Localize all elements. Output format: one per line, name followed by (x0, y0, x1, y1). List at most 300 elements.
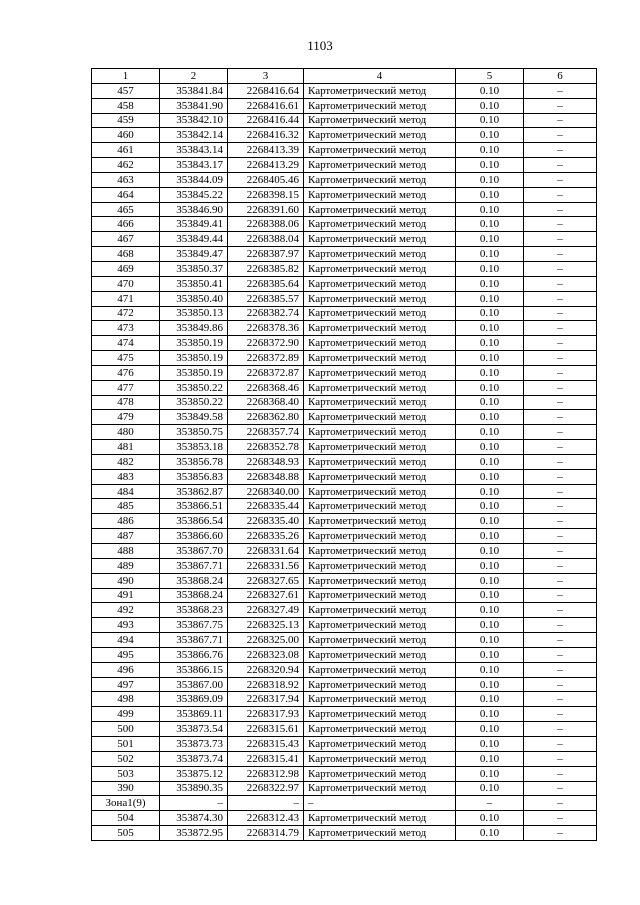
y-coordinate-cell: 2268357.74 (228, 425, 304, 440)
x-coordinate-cell: 353869.09 (160, 692, 228, 707)
table-row (92, 440, 597, 455)
x-coordinate-cell: 353856.83 (160, 469, 228, 484)
y-coordinate-cell: 2268317.94 (228, 692, 304, 707)
table-row (92, 202, 597, 217)
point-number-cell: 463 (92, 172, 160, 187)
table-row (92, 588, 597, 603)
accuracy-cell: 0.10 (456, 217, 524, 232)
x-coordinate-cell: 353850.13 (160, 306, 228, 321)
accuracy-cell: 0.10 (456, 633, 524, 648)
point-number-cell: 459 (92, 113, 160, 128)
method-cell: Картометрический метод (304, 351, 456, 366)
column-header-2: 2 (160, 69, 228, 84)
point-number-cell: 481 (92, 440, 160, 455)
y-coordinate-cell: 2268368.40 (228, 395, 304, 410)
method-cell: Картометрический метод (304, 707, 456, 722)
y-coordinate-cell: 2268327.61 (228, 588, 304, 603)
method-cell: Картометрический метод (304, 98, 456, 113)
y-coordinate-cell: 2268348.88 (228, 469, 304, 484)
method-cell: Картометрический метод (304, 83, 456, 98)
method-cell: Картометрический метод (304, 514, 456, 529)
table-row (92, 499, 597, 514)
method-cell: Картометрический метод (304, 143, 456, 158)
table-row (92, 722, 597, 737)
table-row (92, 291, 597, 306)
x-coordinate-cell: 353841.84 (160, 83, 228, 98)
x-coordinate-cell: 353850.19 (160, 365, 228, 380)
x-coordinate-cell: 353875.12 (160, 766, 228, 781)
note-cell: – (524, 454, 597, 469)
method-cell: Картометрический метод (304, 544, 456, 559)
x-coordinate-cell: 353849.58 (160, 410, 228, 425)
point-number-cell: 491 (92, 588, 160, 603)
y-coordinate-cell: 2268362.80 (228, 410, 304, 425)
accuracy-cell: 0.10 (456, 351, 524, 366)
method-cell: Картометрический метод (304, 558, 456, 573)
note-cell: – (524, 410, 597, 425)
accuracy-cell: 0.10 (456, 454, 524, 469)
y-coordinate-cell: 2268335.26 (228, 529, 304, 544)
table-row (92, 677, 597, 692)
point-number-cell: 496 (92, 662, 160, 677)
y-coordinate-cell: 2268317.93 (228, 707, 304, 722)
x-coordinate-cell: 353872.95 (160, 826, 228, 841)
x-coordinate-cell: 353873.74 (160, 751, 228, 766)
y-coordinate-cell: 2268315.41 (228, 751, 304, 766)
method-cell: Картометрический метод (304, 172, 456, 187)
table-row (92, 351, 597, 366)
column-header-6: 6 (524, 69, 597, 84)
table-row (92, 662, 597, 677)
x-coordinate-cell: 353866.15 (160, 662, 228, 677)
note-cell: – (524, 781, 597, 796)
accuracy-cell: 0.10 (456, 336, 524, 351)
accuracy-cell: 0.10 (456, 707, 524, 722)
method-cell: Картометрический метод (304, 499, 456, 514)
column-header-1: 1 (92, 69, 160, 84)
note-cell: – (524, 217, 597, 232)
table-row (92, 217, 597, 232)
point-number-cell: 501 (92, 736, 160, 751)
note-cell: – (524, 544, 597, 559)
table-body (92, 83, 597, 840)
method-cell: Картометрический метод (304, 217, 456, 232)
table-row (92, 811, 597, 826)
table-row (92, 365, 597, 380)
method-cell: Картометрический метод (304, 603, 456, 618)
y-coordinate-cell: 2268388.04 (228, 232, 304, 247)
point-number-cell: 466 (92, 217, 160, 232)
table-row (92, 544, 597, 559)
accuracy-cell: 0.10 (456, 826, 524, 841)
x-coordinate-cell: 353842.14 (160, 128, 228, 143)
accuracy-cell: 0.10 (456, 573, 524, 588)
x-coordinate-cell: 353867.75 (160, 618, 228, 633)
accuracy-cell: 0.10 (456, 247, 524, 262)
column-header-5: 5 (456, 69, 524, 84)
table-row (92, 826, 597, 841)
accuracy-cell: 0.10 (456, 425, 524, 440)
method-cell: Картометрический метод (304, 469, 456, 484)
x-coordinate-cell: 353866.60 (160, 529, 228, 544)
x-coordinate-cell: 353850.40 (160, 291, 228, 306)
accuracy-cell: 0.10 (456, 588, 524, 603)
method-cell: Картометрический метод (304, 781, 456, 796)
accuracy-cell: 0.10 (456, 187, 524, 202)
x-coordinate-cell: 353844.09 (160, 172, 228, 187)
accuracy-cell: 0.10 (456, 276, 524, 291)
accuracy-cell: 0.10 (456, 811, 524, 826)
note-cell: – (524, 751, 597, 766)
point-number-cell: 461 (92, 143, 160, 158)
method-cell: Картометрический метод (304, 425, 456, 440)
point-number-cell: 390 (92, 781, 160, 796)
accuracy-cell: 0.10 (456, 440, 524, 455)
point-number-cell: 494 (92, 633, 160, 648)
table-row (92, 454, 597, 469)
point-number-cell: 505 (92, 826, 160, 841)
note-cell: – (524, 247, 597, 262)
method-cell: Картометрический метод (304, 647, 456, 662)
note-cell: – (524, 722, 597, 737)
accuracy-cell: 0.10 (456, 113, 524, 128)
note-cell: – (524, 291, 597, 306)
note-cell: – (524, 707, 597, 722)
y-coordinate-cell: 2268323.08 (228, 647, 304, 662)
point-number-cell: 500 (92, 722, 160, 737)
note-cell: – (524, 365, 597, 380)
point-number-cell: 490 (92, 573, 160, 588)
accuracy-cell: 0.10 (456, 321, 524, 336)
point-number-cell: 473 (92, 321, 160, 336)
table-row (92, 766, 597, 781)
method-cell: Картометрический метод (304, 618, 456, 633)
note-cell: – (524, 618, 597, 633)
y-coordinate-cell: 2268325.13 (228, 618, 304, 633)
note-cell: – (524, 811, 597, 826)
point-number-cell: 498 (92, 692, 160, 707)
y-coordinate-cell: 2268388.06 (228, 217, 304, 232)
accuracy-cell: 0.10 (456, 558, 524, 573)
y-coordinate-cell: 2268331.64 (228, 544, 304, 559)
x-coordinate-cell: – (160, 796, 228, 811)
point-number-cell: 504 (92, 811, 160, 826)
point-number-cell: 462 (92, 158, 160, 173)
note-cell: – (524, 662, 597, 677)
method-cell: Картометрический метод (304, 336, 456, 351)
accuracy-cell: 0.10 (456, 647, 524, 662)
table-row (92, 247, 597, 262)
method-cell: Картометрический метод (304, 113, 456, 128)
method-cell: Картометрический метод (304, 811, 456, 826)
point-number-cell: 497 (92, 677, 160, 692)
note-cell: – (524, 232, 597, 247)
note-cell: – (524, 425, 597, 440)
x-coordinate-cell: 353862.87 (160, 484, 228, 499)
y-coordinate-cell: 2268340.00 (228, 484, 304, 499)
note-cell: – (524, 128, 597, 143)
method-cell: Картометрический метод (304, 202, 456, 217)
point-number-cell: 465 (92, 202, 160, 217)
note-cell: – (524, 529, 597, 544)
y-coordinate-cell: 2268320.94 (228, 662, 304, 677)
y-coordinate-cell: 2268398.15 (228, 187, 304, 202)
point-number-cell: 503 (92, 766, 160, 781)
point-number-cell: 472 (92, 306, 160, 321)
y-coordinate-cell: 2268416.61 (228, 98, 304, 113)
x-coordinate-cell: 353846.90 (160, 202, 228, 217)
point-number-cell: 495 (92, 647, 160, 662)
accuracy-cell: 0.10 (456, 677, 524, 692)
accuracy-cell: 0.10 (456, 128, 524, 143)
y-coordinate-cell: 2268413.39 (228, 143, 304, 158)
method-cell: Картометрический метод (304, 751, 456, 766)
y-coordinate-cell: 2268335.40 (228, 514, 304, 529)
point-number-cell: Зона1(9) (92, 796, 160, 811)
point-number-cell: 480 (92, 425, 160, 440)
method-cell: Картометрический метод (304, 261, 456, 276)
note-cell: – (524, 172, 597, 187)
table-row (92, 425, 597, 440)
note-cell: – (524, 469, 597, 484)
point-number-cell: 487 (92, 529, 160, 544)
note-cell: – (524, 187, 597, 202)
y-coordinate-cell: 2268372.87 (228, 365, 304, 380)
note-cell: – (524, 336, 597, 351)
point-number-cell: 474 (92, 336, 160, 351)
table-row (92, 707, 597, 722)
table-row (92, 113, 597, 128)
point-number-cell: 467 (92, 232, 160, 247)
y-coordinate-cell: 2268331.56 (228, 558, 304, 573)
x-coordinate-cell: 353866.51 (160, 499, 228, 514)
y-coordinate-cell: – (228, 796, 304, 811)
method-cell: Картометрический метод (304, 677, 456, 692)
point-number-cell: 493 (92, 618, 160, 633)
accuracy-cell: 0.10 (456, 514, 524, 529)
x-coordinate-cell: 353850.37 (160, 261, 228, 276)
method-cell: Картометрический метод (304, 321, 456, 336)
x-coordinate-cell: 353868.24 (160, 588, 228, 603)
x-coordinate-cell: 353849.41 (160, 217, 228, 232)
table-row (92, 603, 597, 618)
x-coordinate-cell: 353845.22 (160, 187, 228, 202)
x-coordinate-cell: 353873.54 (160, 722, 228, 737)
table-row (92, 321, 597, 336)
x-coordinate-cell: 353850.19 (160, 336, 228, 351)
accuracy-cell: 0.10 (456, 499, 524, 514)
table-row (92, 781, 597, 796)
accuracy-cell: 0.10 (456, 736, 524, 751)
table-row (92, 633, 597, 648)
x-coordinate-cell: 353842.10 (160, 113, 228, 128)
y-coordinate-cell: 2268315.43 (228, 736, 304, 751)
x-coordinate-cell: 353850.41 (160, 276, 228, 291)
point-number-cell: 468 (92, 247, 160, 262)
accuracy-cell: 0.10 (456, 261, 524, 276)
note-cell: – (524, 692, 597, 707)
table-row (92, 558, 597, 573)
note-cell: – (524, 202, 597, 217)
x-coordinate-cell: 353867.71 (160, 558, 228, 573)
x-coordinate-cell: 353849.44 (160, 232, 228, 247)
x-coordinate-cell: 353869.11 (160, 707, 228, 722)
method-cell: Картометрический метод (304, 633, 456, 648)
note-cell: – (524, 261, 597, 276)
method-cell: Картометрический метод (304, 128, 456, 143)
x-coordinate-cell: 353849.47 (160, 247, 228, 262)
note-cell: – (524, 380, 597, 395)
y-coordinate-cell: 2268372.89 (228, 351, 304, 366)
table-header-row (92, 69, 597, 84)
method-cell: Картометрический метод (304, 276, 456, 291)
point-number-cell: 488 (92, 544, 160, 559)
note-cell: – (524, 588, 597, 603)
table-row (92, 573, 597, 588)
accuracy-cell: 0.10 (456, 410, 524, 425)
table-row (92, 336, 597, 351)
x-coordinate-cell: 353850.19 (160, 351, 228, 366)
x-coordinate-cell: 353868.23 (160, 603, 228, 618)
method-cell: Картометрический метод (304, 662, 456, 677)
y-coordinate-cell: 2268314.79 (228, 826, 304, 841)
y-coordinate-cell: 2268348.93 (228, 454, 304, 469)
table-row (92, 380, 597, 395)
table-row (92, 158, 597, 173)
x-coordinate-cell: 353868.24 (160, 573, 228, 588)
point-number-cell: 477 (92, 380, 160, 395)
table-row (92, 410, 597, 425)
y-coordinate-cell: 2268405.46 (228, 172, 304, 187)
note-cell: – (524, 158, 597, 173)
x-coordinate-cell: 353867.71 (160, 633, 228, 648)
table-row (92, 128, 597, 143)
point-number-cell: 478 (92, 395, 160, 410)
note-cell: – (524, 573, 597, 588)
note-cell: – (524, 143, 597, 158)
note-cell: – (524, 796, 597, 811)
y-coordinate-cell: 2268312.98 (228, 766, 304, 781)
table-row (92, 306, 597, 321)
point-number-cell: 469 (92, 261, 160, 276)
x-coordinate-cell: 353867.00 (160, 677, 228, 692)
accuracy-cell: 0.10 (456, 380, 524, 395)
table-row (92, 692, 597, 707)
point-number-cell: 502 (92, 751, 160, 766)
method-cell: Картометрический метод (304, 826, 456, 841)
y-coordinate-cell: 2268416.44 (228, 113, 304, 128)
note-cell: – (524, 321, 597, 336)
method-cell: Картометрический метод (304, 766, 456, 781)
accuracy-cell: 0.10 (456, 603, 524, 618)
page-number: 1103 (307, 38, 333, 53)
accuracy-cell: 0.10 (456, 232, 524, 247)
point-number-cell: 464 (92, 187, 160, 202)
table-row (92, 143, 597, 158)
method-cell: Картометрический метод (304, 232, 456, 247)
accuracy-cell: 0.10 (456, 306, 524, 321)
accuracy-cell: 0.10 (456, 692, 524, 707)
x-coordinate-cell: 353853.18 (160, 440, 228, 455)
x-coordinate-cell: 353866.54 (160, 514, 228, 529)
note-cell: – (524, 514, 597, 529)
accuracy-cell: 0.10 (456, 98, 524, 113)
point-number-cell: 471 (92, 291, 160, 306)
note-cell: – (524, 766, 597, 781)
method-cell: – (304, 796, 456, 811)
accuracy-cell: 0.10 (456, 202, 524, 217)
note-cell: – (524, 826, 597, 841)
table-row (92, 187, 597, 202)
point-number-cell: 457 (92, 83, 160, 98)
point-number-cell: 475 (92, 351, 160, 366)
note-cell: – (524, 98, 597, 113)
note-cell: – (524, 499, 597, 514)
accuracy-cell: 0.10 (456, 662, 524, 677)
y-coordinate-cell: 2268318.92 (228, 677, 304, 692)
method-cell: Картометрический метод (304, 573, 456, 588)
table-row (92, 261, 597, 276)
method-cell: Картометрический метод (304, 247, 456, 262)
y-coordinate-cell: 2268413.29 (228, 158, 304, 173)
accuracy-cell: 0.10 (456, 395, 524, 410)
accuracy-cell: 0.10 (456, 158, 524, 173)
table-row (92, 796, 597, 811)
y-coordinate-cell: 2268416.64 (228, 83, 304, 98)
accuracy-cell: 0.10 (456, 751, 524, 766)
x-coordinate-cell: 353843.17 (160, 158, 228, 173)
x-coordinate-cell: 353890.35 (160, 781, 228, 796)
column-header-3: 3 (228, 69, 304, 84)
note-cell: – (524, 276, 597, 291)
y-coordinate-cell: 2268368.46 (228, 380, 304, 395)
x-coordinate-cell: 353856.78 (160, 454, 228, 469)
method-cell: Картометрический метод (304, 380, 456, 395)
method-cell: Картометрический метод (304, 736, 456, 751)
y-coordinate-cell: 2268352.78 (228, 440, 304, 455)
method-cell: Картометрический метод (304, 187, 456, 202)
method-cell: Картометрический метод (304, 454, 456, 469)
point-number-cell: 499 (92, 707, 160, 722)
accuracy-cell: – (456, 796, 524, 811)
y-coordinate-cell: 2268385.82 (228, 261, 304, 276)
accuracy-cell: 0.10 (456, 469, 524, 484)
x-coordinate-cell: 353850.22 (160, 380, 228, 395)
method-cell: Картометрический метод (304, 529, 456, 544)
x-coordinate-cell: 353866.76 (160, 647, 228, 662)
y-coordinate-cell: 2268327.49 (228, 603, 304, 618)
note-cell: – (524, 603, 597, 618)
point-number-cell: 460 (92, 128, 160, 143)
accuracy-cell: 0.10 (456, 143, 524, 158)
accuracy-cell: 0.10 (456, 722, 524, 737)
accuracy-cell: 0.10 (456, 766, 524, 781)
note-cell: – (524, 395, 597, 410)
method-cell: Картометрический метод (304, 158, 456, 173)
y-coordinate-cell: 2268385.64 (228, 276, 304, 291)
note-cell: – (524, 633, 597, 648)
x-coordinate-cell: 353843.14 (160, 143, 228, 158)
y-coordinate-cell: 2268322.97 (228, 781, 304, 796)
point-number-cell: 483 (92, 469, 160, 484)
y-coordinate-cell: 2268327.65 (228, 573, 304, 588)
y-coordinate-cell: 2268372.90 (228, 336, 304, 351)
note-cell: – (524, 440, 597, 455)
point-number-cell: 482 (92, 454, 160, 469)
note-cell: – (524, 647, 597, 662)
note-cell: – (524, 484, 597, 499)
note-cell: – (524, 677, 597, 692)
